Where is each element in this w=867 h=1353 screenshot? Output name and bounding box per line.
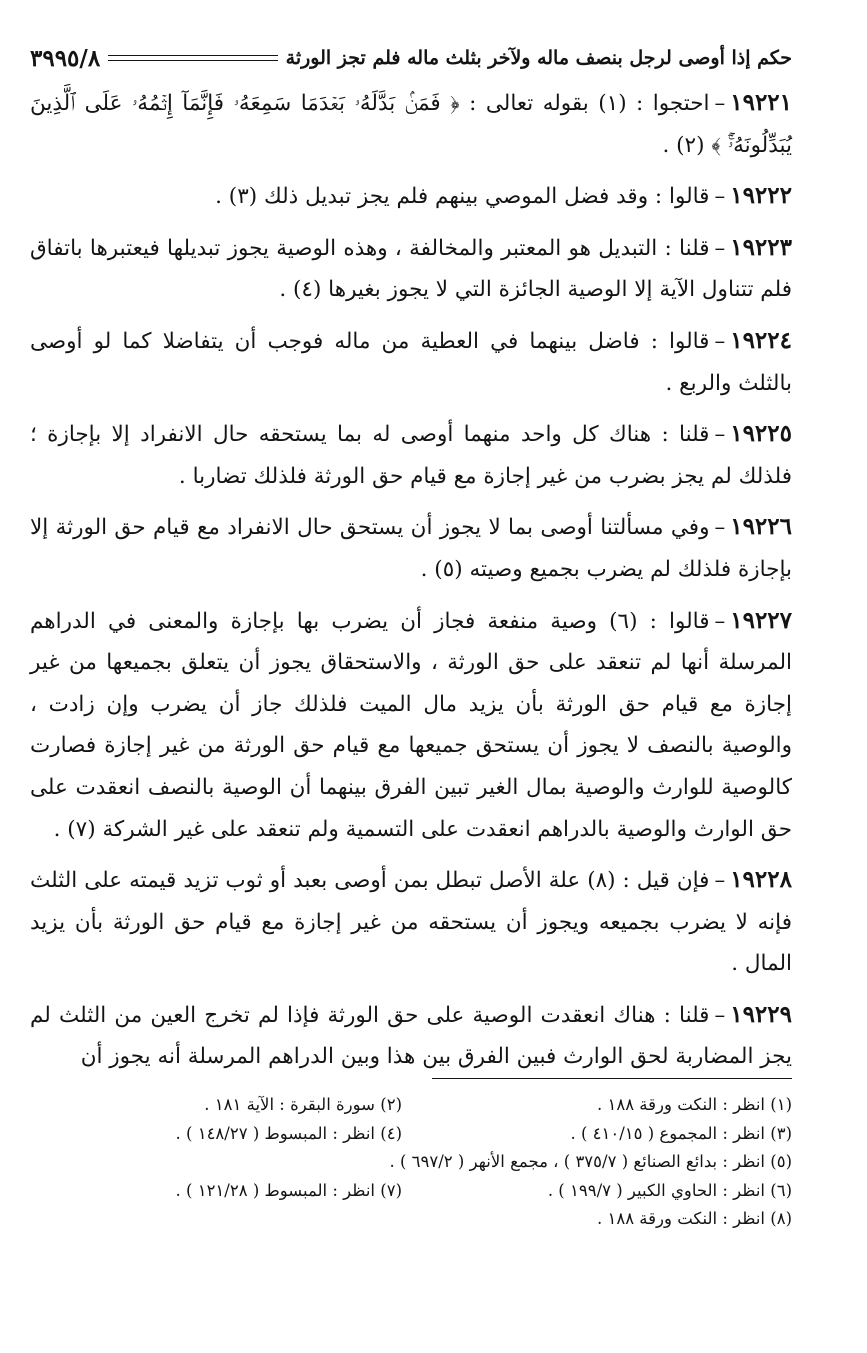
paragraph: [30, 994, 792, 1078]
paragraph-text: وفي مسألتنا أوصى بما لا يجوز أن يستحق حال الانفراد مع قيام حق الورثة إلا بإجازة فلذلك لم يضرب بجميع وصيته (٥) .: [30, 515, 792, 582]
page-content: [30, 38, 792, 1087]
paragraph: [30, 413, 792, 497]
paragraph-text: فإن قيل : (٨) علة الأصل تبطل بمن أوصى بعبد أو ثوب تزيد قيمته على الثلث فإنه لا يضرب بجميعه ويجوز أن يستحقه من غير إجازة مع قيام حق الورثة بأن يزيد المال .: [30, 868, 792, 977]
paragraph-text: قلنا : التبديل هو المعتبر والمخالفة ، وهذه الوصية يجوز تبديلها فيعتبرها باتفاق فلم تتناول الآية إلا الوصية الجائزة التي لا يجوز بغيرها (٤) .: [30, 235, 792, 303]
paragraph-number: ١٩٢٢٦: [730, 513, 792, 541]
paragraph: [30, 227, 792, 311]
page-number: ٣٩٩٥/٨: [30, 44, 101, 72]
dash: –: [714, 1002, 726, 1028]
footnote: (٣) انظر : المجموع ( ٤١٠/١٥ ) .: [570, 1123, 792, 1143]
dash: –: [714, 91, 726, 116]
paragraph-number: ١٩٢٢٣: [730, 233, 792, 261]
paragraph-number: ١٩٢٢٨: [730, 866, 792, 894]
paragraph-text: قالوا : وقد فضل الموصي بينهم فلم يجز تبديل ذلك (٣) .: [215, 184, 710, 210]
footnote-spacer: [42, 1148, 402, 1177]
footnote: (١) انظر : النكت ورقة ١٨٨ .: [596, 1095, 792, 1114]
footnote-rule: [432, 1078, 792, 1079]
dash: –: [714, 184, 726, 210]
footnote: (٢) سورة البقرة : الآية ١٨١ .: [204, 1095, 402, 1114]
header-rule: [108, 55, 277, 61]
dash: –: [714, 608, 726, 634]
footnote: (٧) انظر : المبسوط ( ١٢١/٢٨ ) .: [175, 1180, 402, 1200]
paragraph-number: ١٩٢٢٤: [730, 326, 792, 354]
paragraph: [30, 320, 792, 404]
dash: –: [714, 515, 726, 541]
paragraph: [30, 859, 792, 985]
dash: –: [714, 328, 726, 354]
footnote-list: [30, 1091, 792, 1234]
paragraph-number: ١٩٢٢٢: [730, 182, 792, 210]
paragraph-text: قالوا : (٦) وصية منفعة فجاز أن يضرب بها بإجازة والمعنى في الدراهم المرسلة أنها لم تنعقد على حق الورثة ، والاستحقاق يجوز أن يتعلق بجميعها من غير إجازة مع قيام حق الورثة بأن يزيد مال الميت فلذلك جاز أن يضرب وإن زادت ، والوصية بالنصف لا يجوز أن يستحق جميعها مع قيام حق الورثة من غير إجازة فصارت كالوصية للوارث والوصية بمال الغير تبين الفرق بينهما أن الوصية بالنصف انعقدت على حق الوارث والوصية بالدراهم انعقدت على التسمية ولم تنعقد على غير الشركة (٧) .: [30, 608, 792, 842]
footnote: (٦) انظر : الحاوي الكبير ( ١٩٩/٧ ) .: [547, 1180, 792, 1200]
paragraph-number: ١٩٢٢١: [730, 89, 793, 116]
paragraph: [30, 175, 792, 218]
paragraph-number: ١٩٢٢٥: [730, 420, 792, 448]
main-text: [30, 82, 792, 1078]
paragraph: [30, 600, 792, 851]
footnotes: [30, 1078, 792, 1234]
dash: –: [714, 868, 726, 894]
paragraph-number: ١٩٢٢٩: [730, 1000, 792, 1028]
running-header: [30, 38, 792, 78]
dash: –: [714, 422, 726, 448]
paragraph-text: قلنا : هناك كل واحد منهما أوصى له بما يستحقه حال الانفراد إلا بإجازة ؛ فلذلك لم يجز بضرب من غير إجازة مع قيام حق الورثة فلذلك تضاربا .: [30, 422, 792, 489]
paragraph: [30, 506, 792, 590]
paragraph-number: ١٩٢٢٧: [730, 606, 793, 634]
footnote: (٤) انظر : المبسوط ( ١٤٨/٢٧ ) .: [175, 1123, 402, 1143]
paragraph: [30, 82, 792, 166]
footnote: (٨) انظر : النكت ورقة ١٨٨ .: [596, 1209, 792, 1228]
header-title: حكم إذا أوصى لرجل بنصف ماله ولآخر بثلث ماله فلم تجز الورثة: [285, 47, 792, 69]
dash: –: [714, 235, 726, 261]
footnote: (٥) انظر : بدائع الصنائع ( ٣٧٥/٧ ) ، مجمع الأنهر ( ٦٩٧/٢ ) .: [389, 1152, 792, 1171]
paragraph-text: قالوا : فاضل بينهما في العطية من ماله فوجب أن يتفاضلا كما لو أوصى بالثلث والربع .: [30, 328, 792, 396]
paragraph-text: قلنا : هناك انعقدت الوصية على حق الورثة فإذا لم تخرج العين من الثلث لم يجز المضاربة لحق الوارث فبين الفرق بين هذا وبين الدراهم المرسلة أنه يجوز أن: [30, 1002, 792, 1070]
paragraph-text: احتجوا : (١) بقوله تعالى : ﴿ فَمَنۢ بَدَّلَهُۥ بَعۡدَمَا سَمِعَهُۥ فَإِنَّمَآ إِثۡمُهُۥ عَلَى ٱلَّذِينَ يُبَدِّلُونَهُۥٓۚ ﴾ (٢) .: [30, 91, 792, 158]
